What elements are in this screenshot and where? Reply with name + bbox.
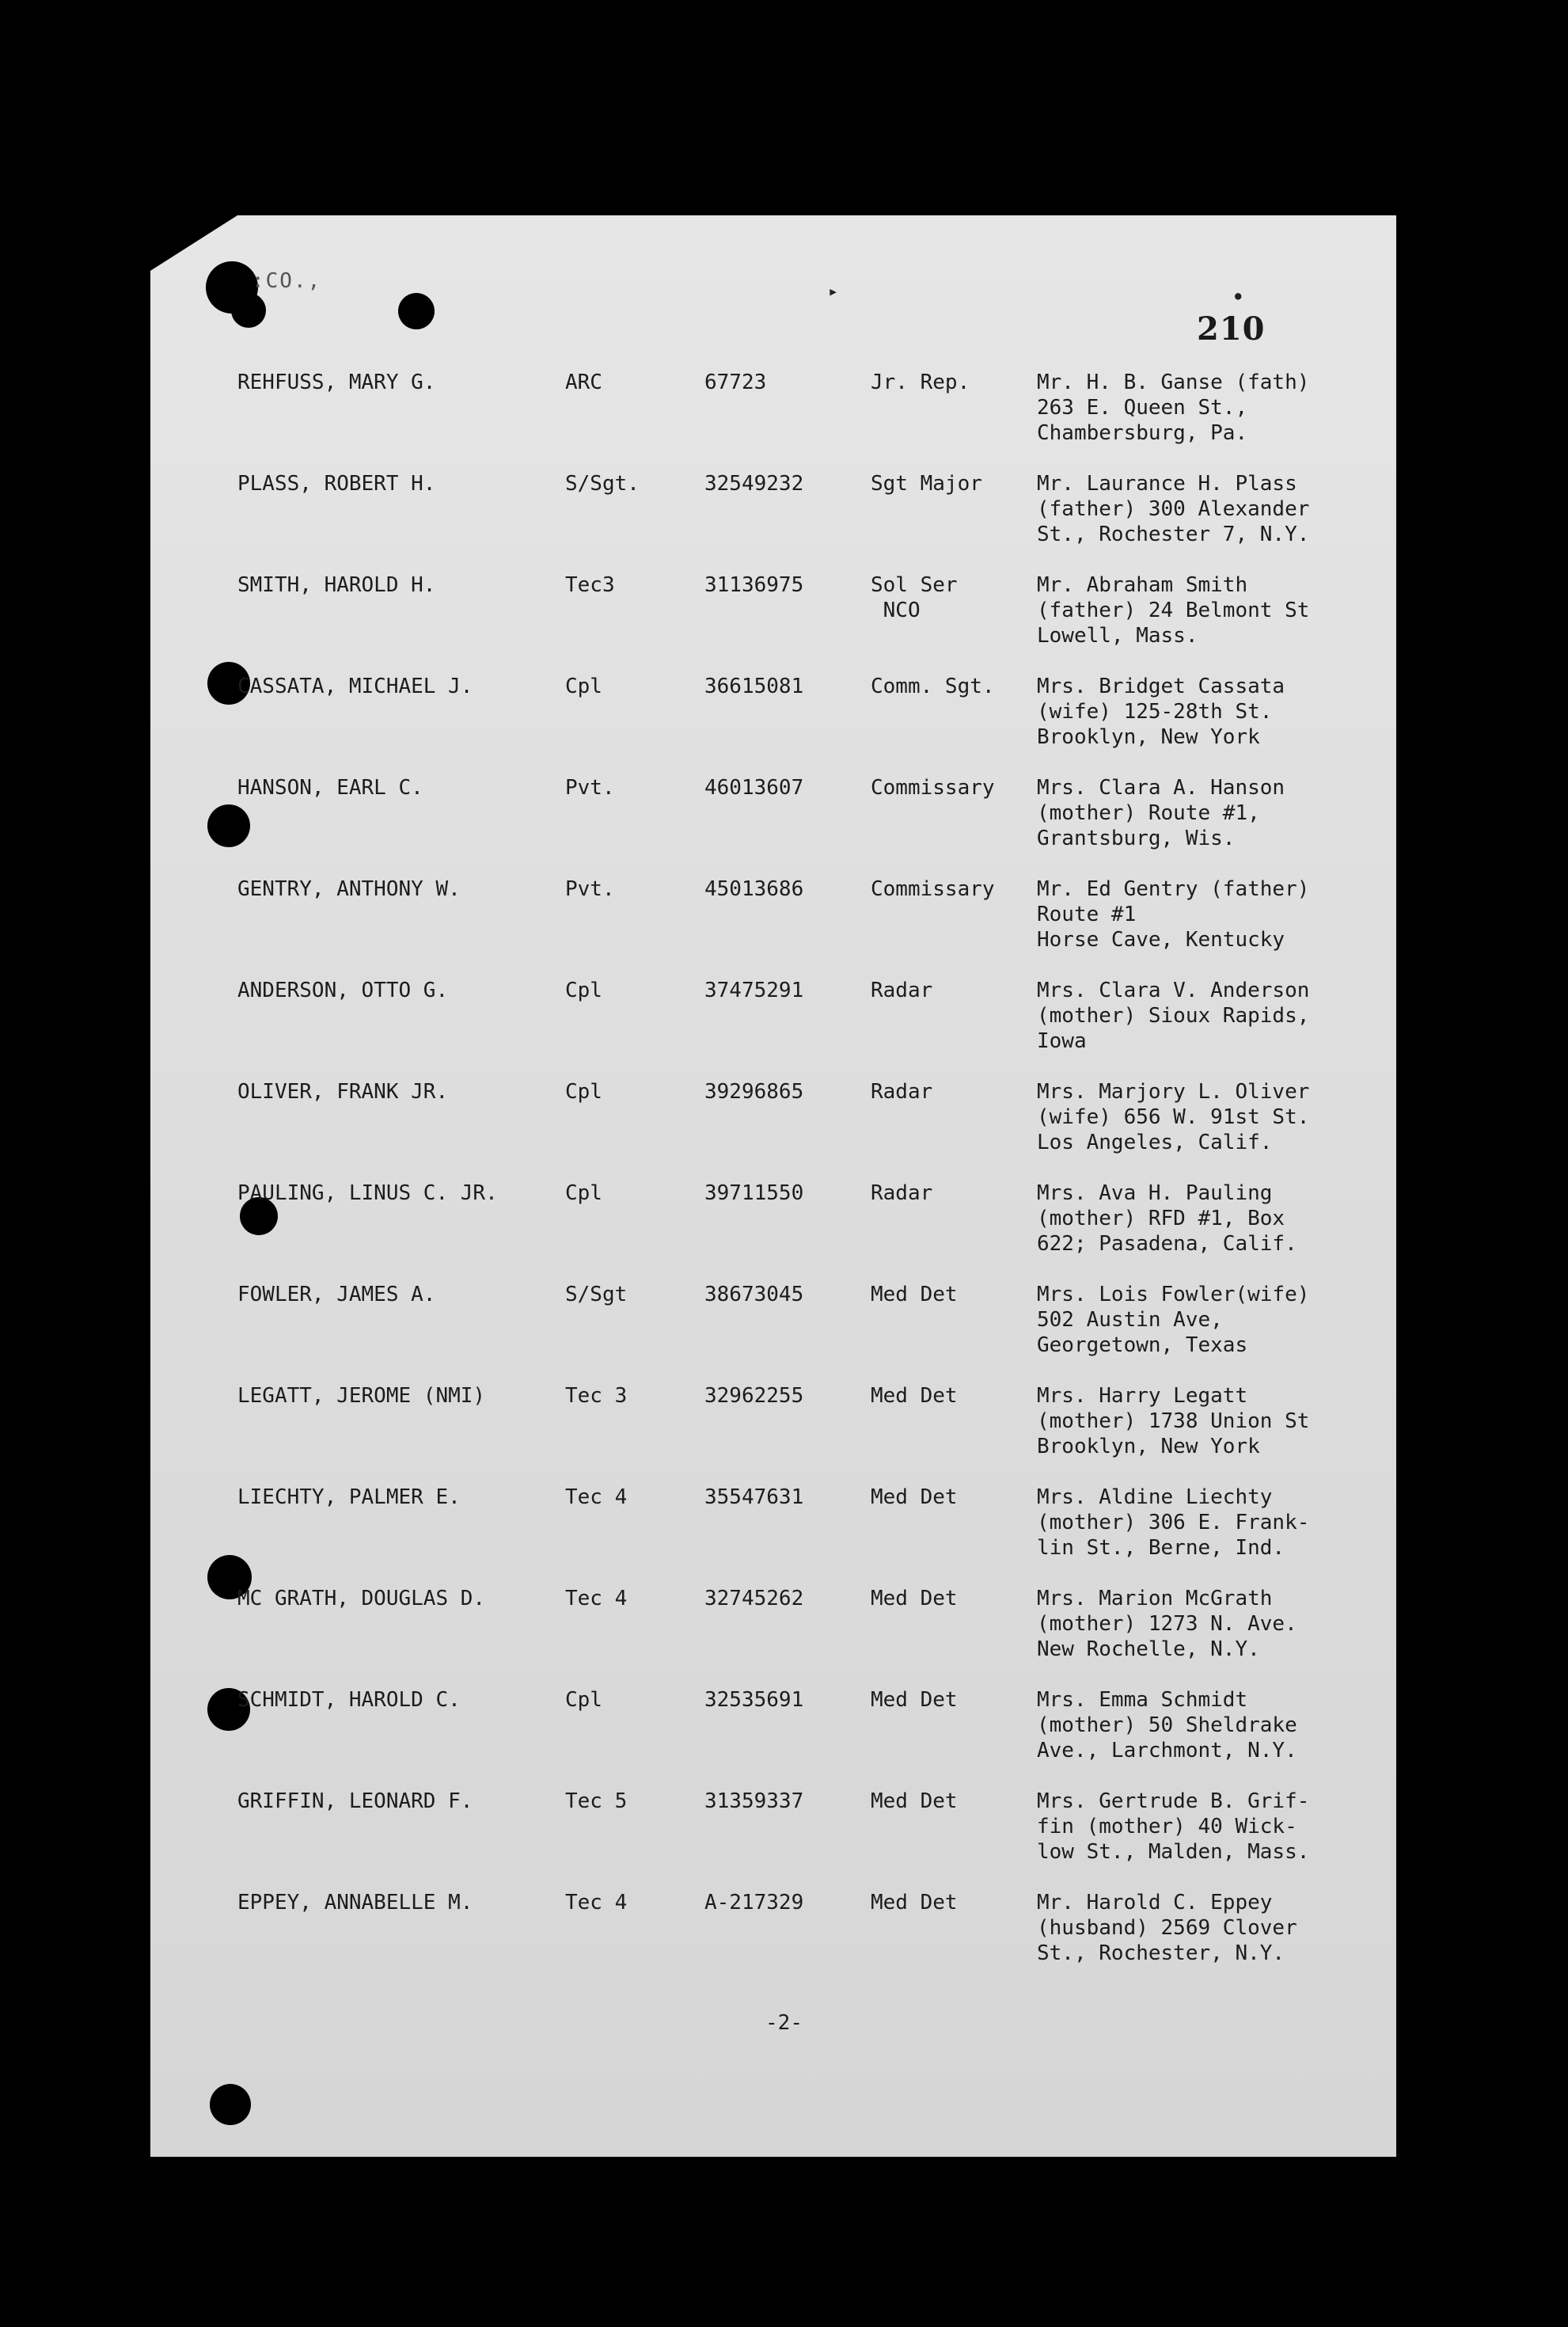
duty: Comm. Sgt. — [871, 675, 995, 698]
name: SMITH, HAROLD H. — [237, 573, 436, 597]
list-item — [0, 572, 1568, 667]
rank: Tec 4 — [565, 1485, 628, 1509]
header-fragment: :CO., — [252, 269, 322, 293]
next-of-kin: Mrs. Gertrude B. Grif- fin (mother) 40 Wick- low St., Malden, Mass. — [1037, 1789, 1310, 1864]
duty: Sol Ser NCO — [871, 573, 958, 622]
rank: ARC — [565, 371, 602, 394]
rank: Cpl — [565, 979, 602, 1002]
name: FOWLER, JAMES A. — [237, 1283, 436, 1306]
rank: Tec 5 — [565, 1789, 628, 1813]
duty: Sgt Major — [871, 472, 982, 496]
serial-number: 67723 — [704, 371, 767, 394]
duty: Commissary — [871, 776, 995, 800]
next-of-kin: Mr. Ed Gentry (father) Route #1 Horse Cave, Kentucky — [1037, 877, 1310, 952]
name: SCHMIDT, HAROLD C. — [237, 1688, 461, 1712]
rank: Pvt. — [565, 776, 615, 800]
list-item — [0, 1079, 1568, 1174]
duty: Med Det — [871, 1891, 958, 1914]
list-item — [0, 978, 1568, 1073]
list-item — [0, 471, 1568, 566]
list-item — [0, 1687, 1568, 1782]
next-of-kin: Mrs. Ava H. Pauling (mother) RFD #1, Box 622; Pasadena, Calif. — [1037, 1181, 1297, 1256]
name: CASSATA, MICHAEL J. — [237, 675, 473, 698]
serial-number: 39711550 — [704, 1181, 804, 1205]
duty: Med Det — [871, 1688, 958, 1712]
stray-mark: ▸ — [828, 282, 839, 302]
rank: S/Sgt. — [565, 472, 640, 496]
list-item — [0, 1890, 1568, 1985]
next-of-kin: Mr. H. B. Ganse (fath) 263 E. Queen St., Chambersburg, Pa. — [1037, 371, 1310, 445]
duty: Med Det — [871, 1587, 958, 1610]
name: REHFUSS, MARY G. — [237, 371, 436, 394]
serial-number: 36615081 — [704, 675, 804, 698]
serial-number: 31136975 — [704, 573, 804, 597]
name: MC GRATH, DOUGLAS D. — [237, 1587, 486, 1610]
next-of-kin: Mrs. Clara V. Anderson (mother) Sioux Rapids, Iowa — [1037, 979, 1310, 1053]
name: PAULING, LINUS C. JR. — [237, 1181, 498, 1205]
rank: Cpl — [565, 1181, 602, 1205]
rank: Cpl — [565, 1080, 602, 1104]
duty: Radar — [871, 1080, 933, 1104]
list-item — [0, 1485, 1568, 1580]
duty: Commissary — [871, 877, 995, 901]
name: OLIVER, FRANK JR. — [237, 1080, 449, 1104]
name: GRIFFIN, LEONARD F. — [237, 1789, 473, 1813]
page-number: 210 — [1197, 310, 1266, 348]
list-item — [0, 370, 1568, 465]
next-of-kin: Mr. Harold C. Eppey (husband) 2569 Clover St., Rochester, N.Y. — [1037, 1891, 1297, 1965]
name: GENTRY, ANTHONY W. — [237, 877, 461, 901]
serial-number: 39296865 — [704, 1080, 804, 1104]
next-of-kin: Mrs. Harry Legatt (mother) 1738 Union St Brooklyn, New York — [1037, 1384, 1310, 1458]
name: LIECHTY, PALMER E. — [237, 1485, 461, 1509]
serial-number: 45013686 — [704, 877, 804, 901]
duty: Jr. Rep. — [871, 371, 970, 394]
list-item — [0, 1181, 1568, 1276]
name: HANSON, EARL C. — [237, 776, 423, 800]
serial-number: 32745262 — [704, 1587, 804, 1610]
serial-number: 38673045 — [704, 1283, 804, 1306]
serial-number: 31359337 — [704, 1789, 804, 1813]
rank: Tec3 — [565, 573, 615, 597]
name: LEGATT, JEROME (NMI) — [237, 1384, 486, 1408]
next-of-kin: Mrs. Marjory L. Oliver (wife) 656 W. 91st St. Los Angeles, Calif. — [1037, 1080, 1310, 1154]
duty: Med Det — [871, 1789, 958, 1813]
next-of-kin: Mrs. Marion McGrath (mother) 1273 N. Ave. New Rochelle, N.Y. — [1037, 1587, 1297, 1661]
name: ANDERSON, OTTO G. — [237, 979, 449, 1002]
page-footer-number: -2- — [765, 2011, 803, 2035]
serial-number: 32962255 — [704, 1384, 804, 1408]
next-of-kin: Mrs. Lois Fowler(wife) 502 Austin Ave, Georgetown, Texas — [1037, 1283, 1310, 1357]
list-item — [0, 1383, 1568, 1478]
duty: Med Det — [871, 1384, 958, 1408]
serial-number: 37475291 — [704, 979, 804, 1002]
next-of-kin: Mrs. Emma Schmidt (mother) 50 Sheldrake Ave., Larchmont, N.Y. — [1037, 1688, 1297, 1762]
stray-mark: ● — [1235, 290, 1242, 302]
list-item — [0, 1282, 1568, 1377]
serial-number: 32549232 — [704, 472, 804, 496]
rank: Tec 4 — [565, 1587, 628, 1610]
next-of-kin: Mrs. Bridget Cassata (wife) 125-28th St. Brooklyn, New York — [1037, 675, 1285, 749]
list-item — [0, 775, 1568, 870]
rank: Pvt. — [565, 877, 615, 901]
list-item — [0, 1586, 1568, 1681]
serial-number: 35547631 — [704, 1485, 804, 1509]
rank: Tec 3 — [565, 1384, 628, 1408]
next-of-kin: Mr. Abraham Smith (father) 24 Belmont St Lowell, Mass. — [1037, 573, 1310, 648]
rank: S/Sgt — [565, 1283, 628, 1306]
rank: Tec 4 — [565, 1891, 628, 1914]
rank: Cpl — [565, 1688, 602, 1712]
name: EPPEY, ANNABELLE M. — [237, 1891, 473, 1914]
next-of-kin: Mr. Laurance H. Plass (father) 300 Alexander St., Rochester 7, N.Y. — [1037, 472, 1310, 546]
list-item — [0, 876, 1568, 971]
next-of-kin: Mrs. Aldine Liechty (mother) 306 E. Frank- lin St., Berne, Ind. — [1037, 1485, 1310, 1560]
serial-number: 32535691 — [704, 1688, 804, 1712]
list-item — [0, 1789, 1568, 1884]
duty: Radar — [871, 1181, 933, 1205]
next-of-kin: Mrs. Clara A. Hanson (mother) Route #1, Grantsburg, Wis. — [1037, 776, 1285, 850]
name: PLASS, ROBERT H. — [237, 472, 436, 496]
list-item — [0, 674, 1568, 769]
rank: Cpl — [565, 675, 602, 698]
serial-number: 46013607 — [704, 776, 804, 800]
serial-number: A-217329 — [704, 1891, 804, 1914]
duty: Radar — [871, 979, 933, 1002]
duty: Med Det — [871, 1283, 958, 1306]
duty: Med Det — [871, 1485, 958, 1509]
